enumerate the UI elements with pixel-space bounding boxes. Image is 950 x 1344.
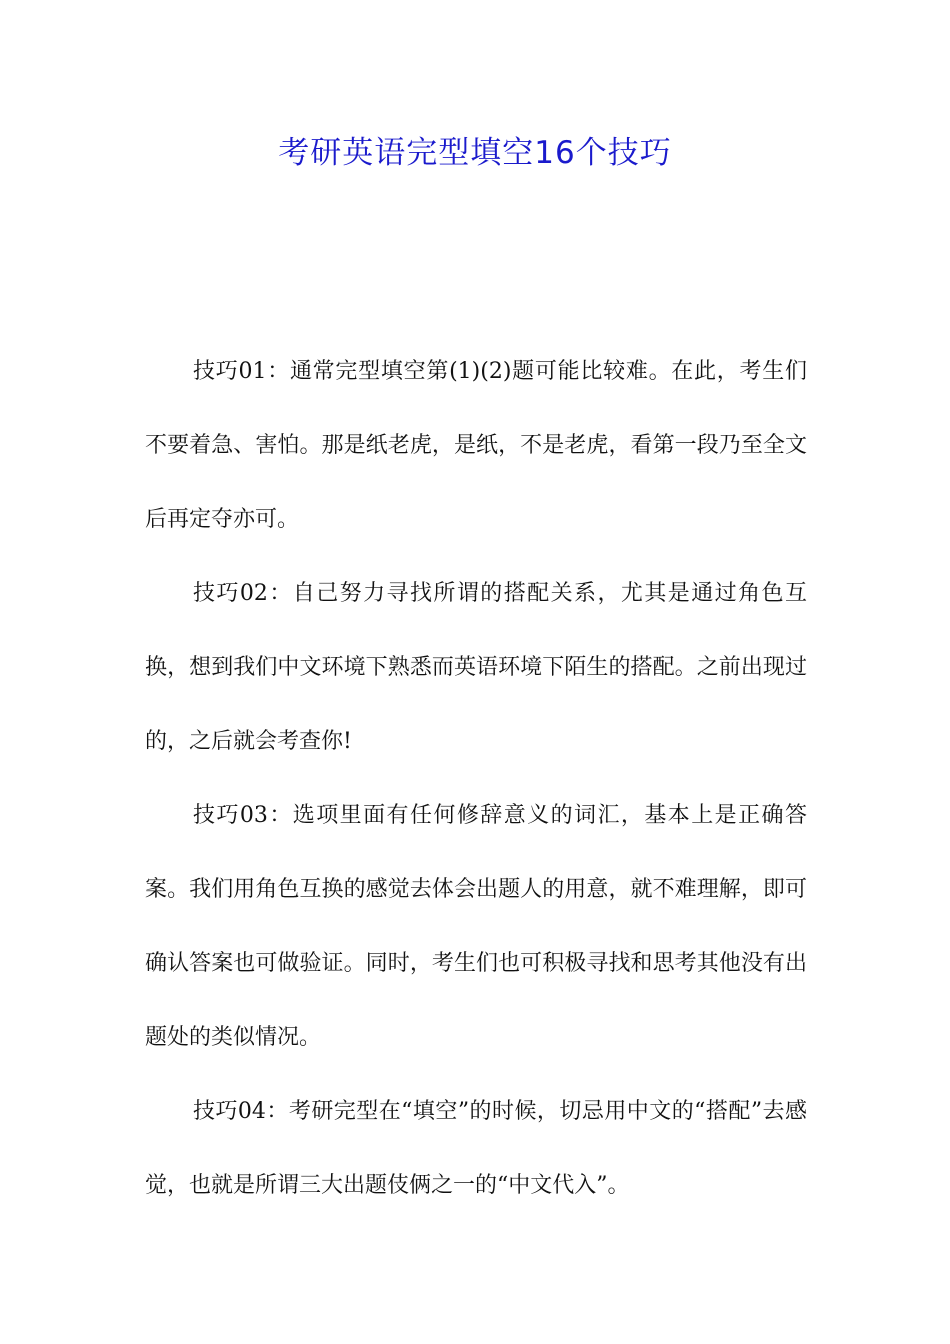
paragraph-tip-03: 技巧03：选项里面有任何修辞意义的词汇，基本上是正确答案。我们用角色互换的感觉去体会出题人的用意，就不难理解，即可确认答案也可做验证。同时，考生们也可积极寻找和思考其他没有出题处的类似情况。: [145, 803, 807, 1050]
document-body: [145, 335, 807, 1223]
paragraph-tip-02: 技巧02：自己努力寻找所谓的搭配关系，尤其是通过角色互换，想到我们中文环境下熟悉而英语环境下陌生的搭配。之前出现过的，之后就会考查你!: [145, 581, 807, 754]
paragraph-tip-01: 技巧01：通常完型填空第(1)(2)题可能比较难。在此，考生们不要着急、害怕。那是纸老虎，是纸，不是老虎，看第一段乃至全文后再定夺亦可。: [145, 359, 807, 532]
document-title: 考研英语完型填空16个技巧: [278, 135, 672, 171]
paragraph-tip-04: 技巧04：考研完型在“填空”的时候，切忌用中文的“搭配”去感觉，也就是所谓三大出题伎俩之一的“中文代入”。: [145, 1099, 807, 1198]
